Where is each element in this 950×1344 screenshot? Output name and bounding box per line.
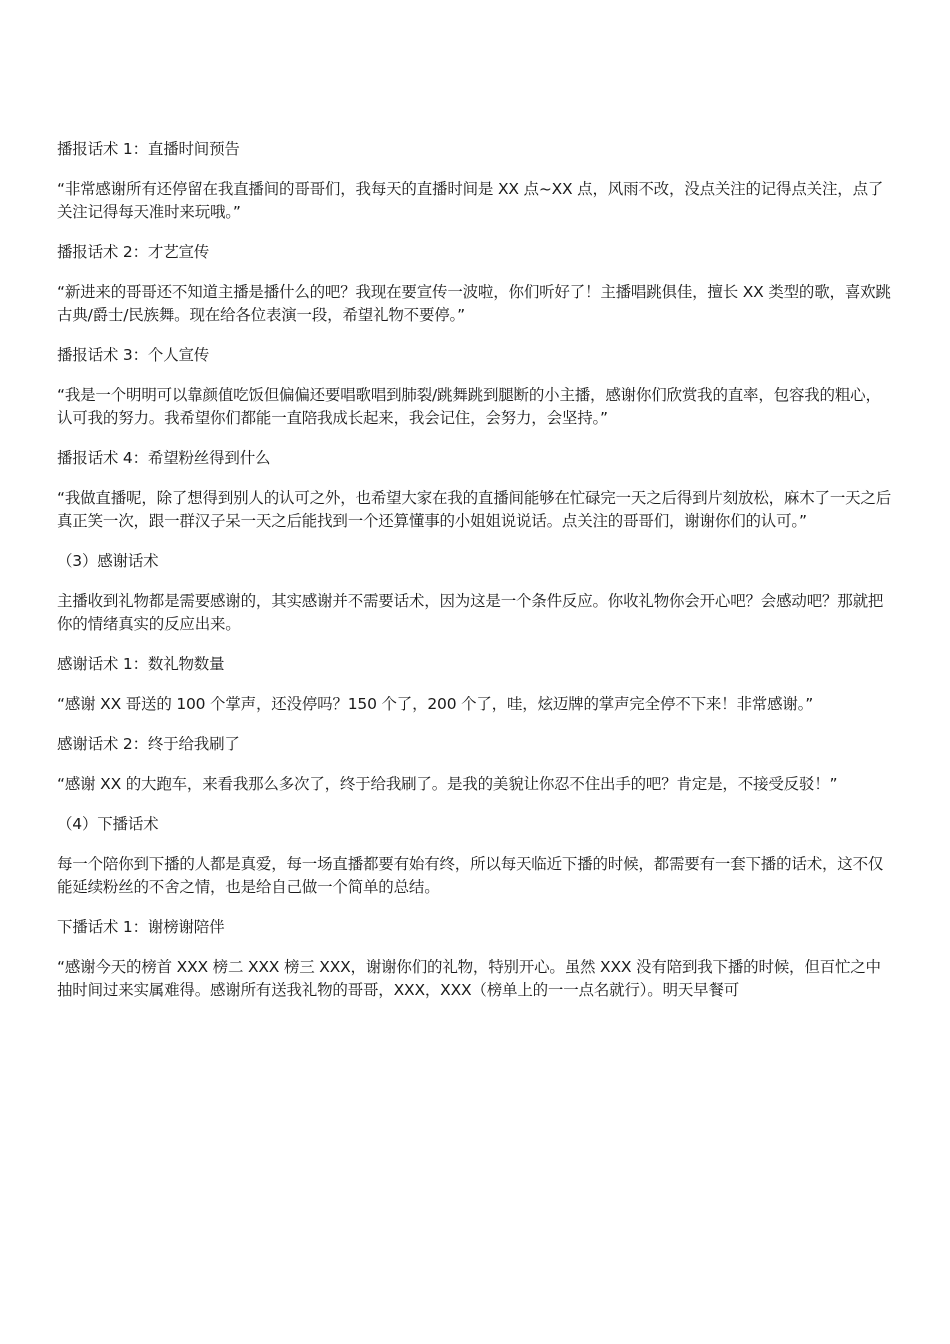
- section-heading-offair: （4）下播话术: [57, 815, 159, 833]
- quote-thanks-1: “感谢 XX 哥送的 100 个掌声，还没停吗？150 个了，200 个了，哇，炫迈牌的掌声完全停不下来！非常感谢。”: [57, 695, 814, 713]
- document-page: [57, 138, 893, 1019]
- heading-offair-1: 下播话术 1：谢榜谢陪伴: [57, 918, 225, 936]
- quote-broadcast-4: “我做直播呢，除了想得到别人的认可之外，也希望大家在我的直播间能够在忙碌完一天之后得到片刻放松，麻木了一天之后真正笑一次，跟一群汉子呆一天之后能找到一个还算懂事的小姐姐说说话。点关注的哥哥们，谢谢你们的认可。”: [57, 489, 892, 530]
- quote-broadcast-3: “我是一个明明可以靠颜值吃饭但偏偏还要唱歌唱到肺裂/跳舞跳到腿断的小主播，感谢你们欣赏我的直率，包容我的粗心，认可我的努力。我希望你们都能一直陪我成长起来，我会记住，会努力，会坚持。”: [57, 386, 881, 427]
- heading-broadcast-3: 播报话术 3：个人宣传: [57, 346, 210, 364]
- quote-broadcast-1: “非常感谢所有还停留在我直播间的哥哥们，我每天的直播时间是 XX 点~XX 点，风雨不改，没点关注的记得点关注，点了关注记得每天准时来玩哦。”: [57, 180, 884, 221]
- body-offair-intro: 每一个陪你到下播的人都是真爱，每一场直播都要有始有终，所以每天临近下播的时候，都需要有一套下播的话术，这不仅能延续粉丝的不舍之情，也是给自己做一个简单的总结。: [57, 855, 884, 896]
- quote-offair-1: “感谢今天的榜首 XXX 榜二 XXX 榜三 XXX，谢谢你们的礼物，特别开心。虽然 XXX 没有陪到我下播的时候，但百忙之中抽时间过来实属难得。感谢所有送我礼物的哥哥，XXX，XXX（榜单上的一一点名就行）。明天早餐可: [57, 958, 881, 999]
- quote-thanks-2: “感谢 XX 的大跑车，来看我那么多次了，终于给我刷了。是我的美貌让你忍不住出手的吧？肯定是，不接受反驳！”: [57, 775, 838, 793]
- body-thanks-intro: 主播收到礼物都是需要感谢的，其实感谢并不需要话术，因为这是一个条件反应。你收礼物你会开心吧？会感动吧？那就把你的情绪真实的反应出来。: [57, 592, 884, 633]
- quote-broadcast-2: “新进来的哥哥还不知道主播是播什么的吧？我现在要宣传一波啦，你们听好了！主播唱跳俱佳，擅长 XX 类型的歌，喜欢跳古典/爵士/民族舞。现在给各位表演一段，希望礼物不要停。”: [57, 283, 891, 324]
- heading-thanks-1: 感谢话术 1：数礼物数量: [57, 655, 225, 673]
- heading-broadcast-4: 播报话术 4：希望粉丝得到什么: [57, 449, 271, 467]
- heading-thanks-2: 感谢话术 2：终于给我刷了: [57, 735, 240, 753]
- heading-broadcast-1: 播报话术 1：直播时间预告: [57, 140, 240, 158]
- section-heading-thanks: （3）感谢话术: [57, 552, 159, 570]
- heading-broadcast-2: 播报话术 2：才艺宣传: [57, 243, 210, 261]
